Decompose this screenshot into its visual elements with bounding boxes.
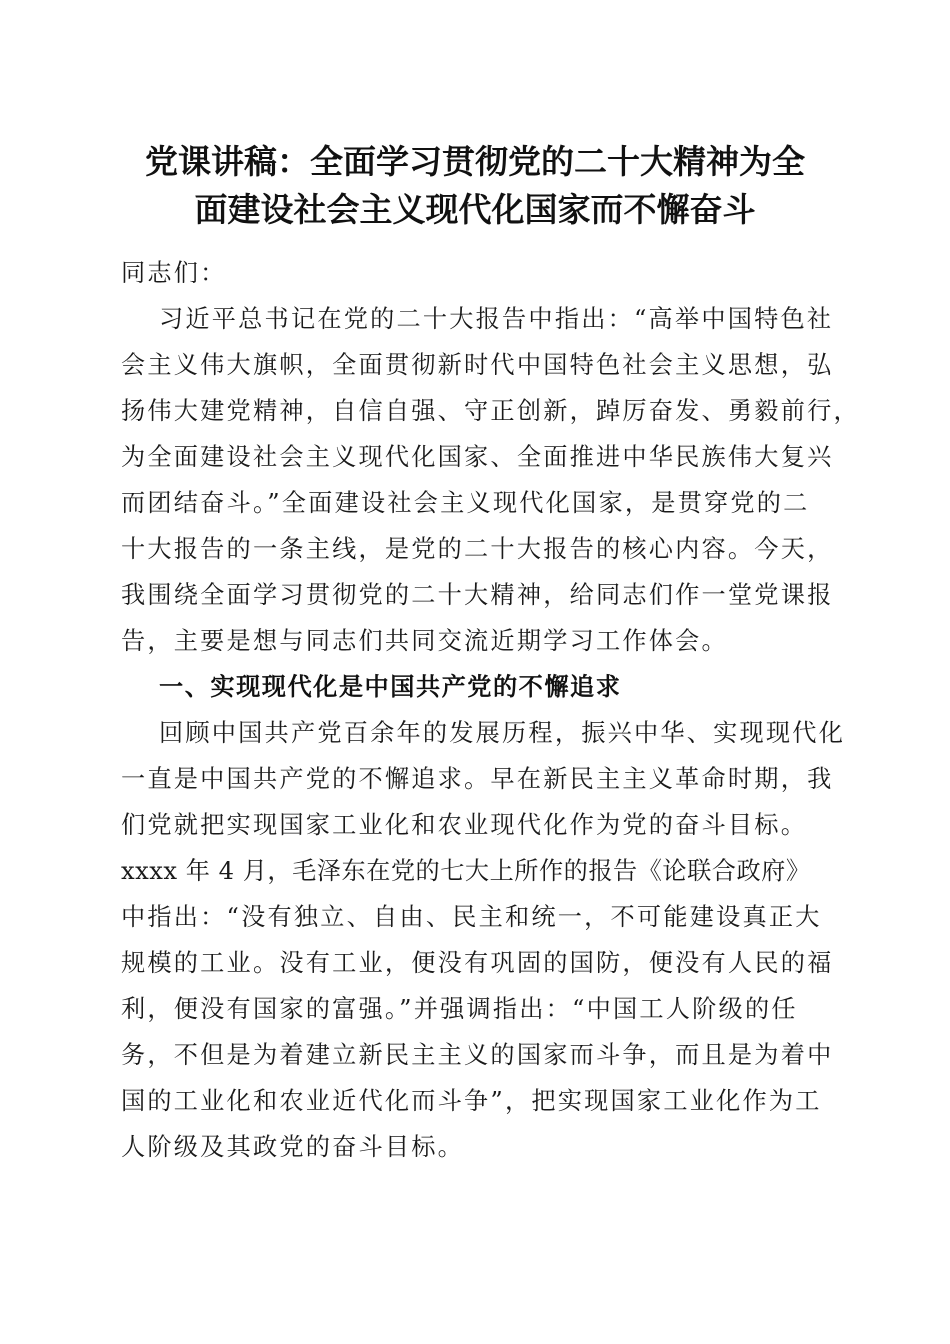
title-line: 党课讲稿：全面学习贯彻党的二十大精神为全: [145, 142, 805, 181]
paragraph-line: 我围绕全面学习贯彻党的二十大精神，给同志们作一堂党课报: [121, 581, 834, 609]
paragraph-2: [121, 710, 846, 1170]
paragraph-line: 国的工业化和农业近代化而斗争”，把实现国家工业化作为工: [121, 1087, 822, 1115]
document-title: [100, 138, 850, 234]
paragraph-line: 利，便没有国家的富强。”并强调指出：“中国工人阶级的任: [121, 995, 798, 1023]
paragraph-line: 会主义伟大旗帜，全面贯彻新时代中国特色社会主义思想，弘: [121, 351, 834, 379]
paragraph-line: 人阶级及其政党的奋斗目标。: [121, 1133, 465, 1161]
paragraph-line: 回顾中国共产党百余年的发展历程，振兴中华、实现现代化: [159, 719, 846, 747]
paragraph-line: 习近平总书记在党的二十大报告中指出：“高举中国特色社: [159, 305, 834, 333]
paragraph-line: 十大报告的一条主线，是党的二十大报告的核心内容。今天，: [121, 535, 834, 563]
paragraph-line: 们党就把实现国家工业化和农业现代化作为党的奋斗目标。: [121, 811, 808, 839]
paragraph-line: 为全面建设社会主义现代化国家、全面推进中华民族伟大复兴: [121, 443, 834, 471]
paragraph-line: 而团结奋斗。”全面建设社会主义现代化国家，是贯穿党的二: [121, 489, 810, 517]
title-line: 面建设社会主义现代化国家而不懈奋斗: [194, 190, 756, 229]
paragraph-line: 规模的工业。没有工业，便没有巩固的国防，便没有人民的福: [121, 949, 834, 977]
paragraph-line: 务，不但是为着建立新民主主义的国家而斗争，而且是为着中: [121, 1041, 834, 1069]
salutation: 同志们：: [121, 259, 227, 287]
paragraph-line: 一直是中国共产党的不懈追求。早在新民主主义革命时期，我: [121, 765, 834, 793]
paragraph-line: 扬伟大建党精神，自信自强、守正创新，踔厉奋发、勇毅前行，: [121, 397, 860, 425]
document-body: [121, 250, 860, 1170]
paragraph-1: [121, 296, 860, 664]
paragraph-line: 告，主要是想与同志们共同交流近期学习工作体会。: [121, 627, 728, 655]
section-heading: 一、实现现代化是中国共产党的不懈追求: [159, 673, 622, 701]
paragraph-line: xxxx 年 4 月，毛泽东在党的七大上所作的报告《论联合政府》: [121, 857, 811, 885]
paragraph-line: 中指出：“没有独立、自由、民主和统一，不可能建设真正大: [121, 903, 822, 931]
